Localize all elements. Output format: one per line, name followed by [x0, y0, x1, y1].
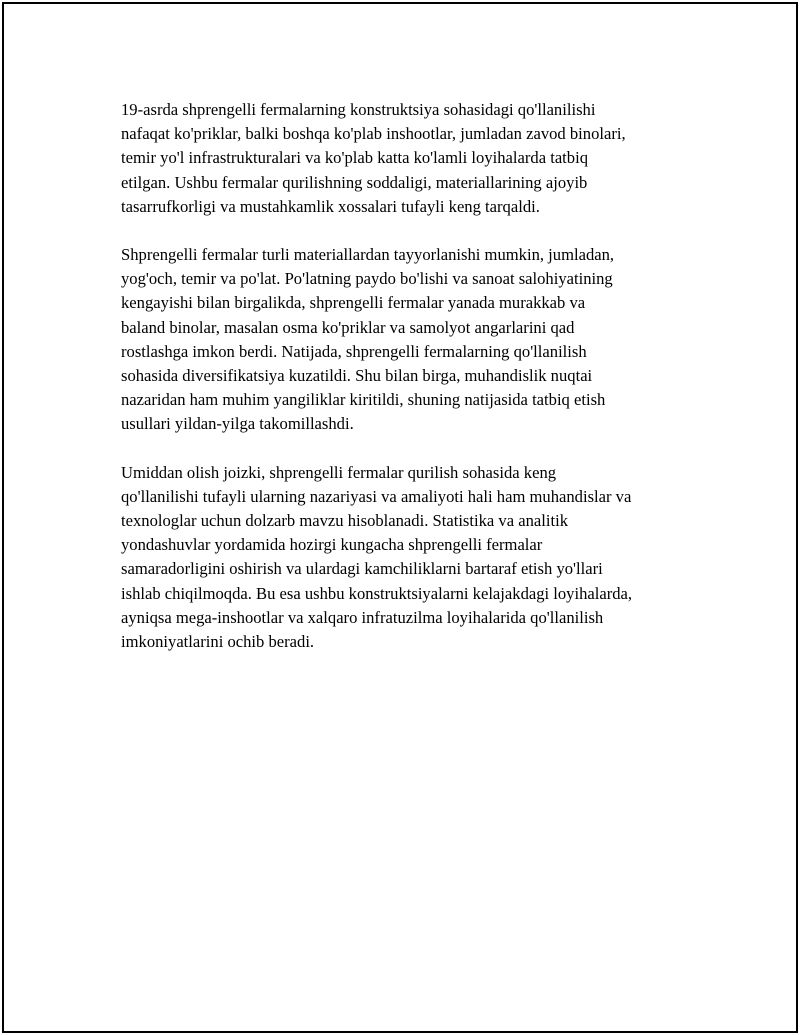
page-frame [2, 2, 798, 1033]
paragraph-3: Umiddan olish joizki, shprengelli fermalar qurilish sohasida keng qo'llanilishi tufayli ularning nazariyasi va amaliyoti hali ham muhandislar va texnologlar uchun dolzarb mavzu hisoblanadi. Statistika va analitik yondashuvlar yordamida hozirgi kungacha shprengelli fermalar samaradorligini oshirish va ulardagi kamchiliklarni bartaraf etish yo'llari ishlab chiqilmoqda. Bu esa ushbu konstruktsiyalarni kelajakdagi loyihalarda, ayniqsa mega-inshootlar va xalqaro infratuzilma loyihalarida qo'llanilish imkoniyatlarini ochib beradi. [121, 462, 633, 652]
document-body [121, 98, 701, 678]
paragraph-1: 19-asrda shprengelli fermalarning konstruktsiya sohasidagi qo'llanilishi nafaqat ko'priklar, balki boshqa ko'plab inshootlar, jumladan zavod binolari, temir yo'l infrastrukturalari va ko'plab katta ko'lamli loyihalarda tatbiq etilgan. Ushbu fermalar qurilishning soddaligi, materiallarining ajoyib tasarrufkorligi va mustahkamlik xossalari tufayli keng tarqaldi. [121, 100, 626, 216]
paragraph-2: Shprengelli fermalar turli materiallardan tayyorlanishi mumkin, jumladan, yog'och, temir va po'lat. Po'latning paydo bo'lishi va sanoat salohiyatining kengayishi bilan birgalikda, shprengelli fermalar yanada murakkab va baland binolar, masalan osma ko'priklar va samolyot angarlarini qad rostlashga imkon berdi. Natijada, shprengelli fermalarning qo'llanilish sohasida diversifikatsiya kuzatildi. Shu bilan birga, muhandislik nuqtai nazaridan ham muhim yangiliklar kiritildi, shuning natijasida tatbiq etish usullari yildan-yilga takomillashdi. [121, 245, 615, 434]
